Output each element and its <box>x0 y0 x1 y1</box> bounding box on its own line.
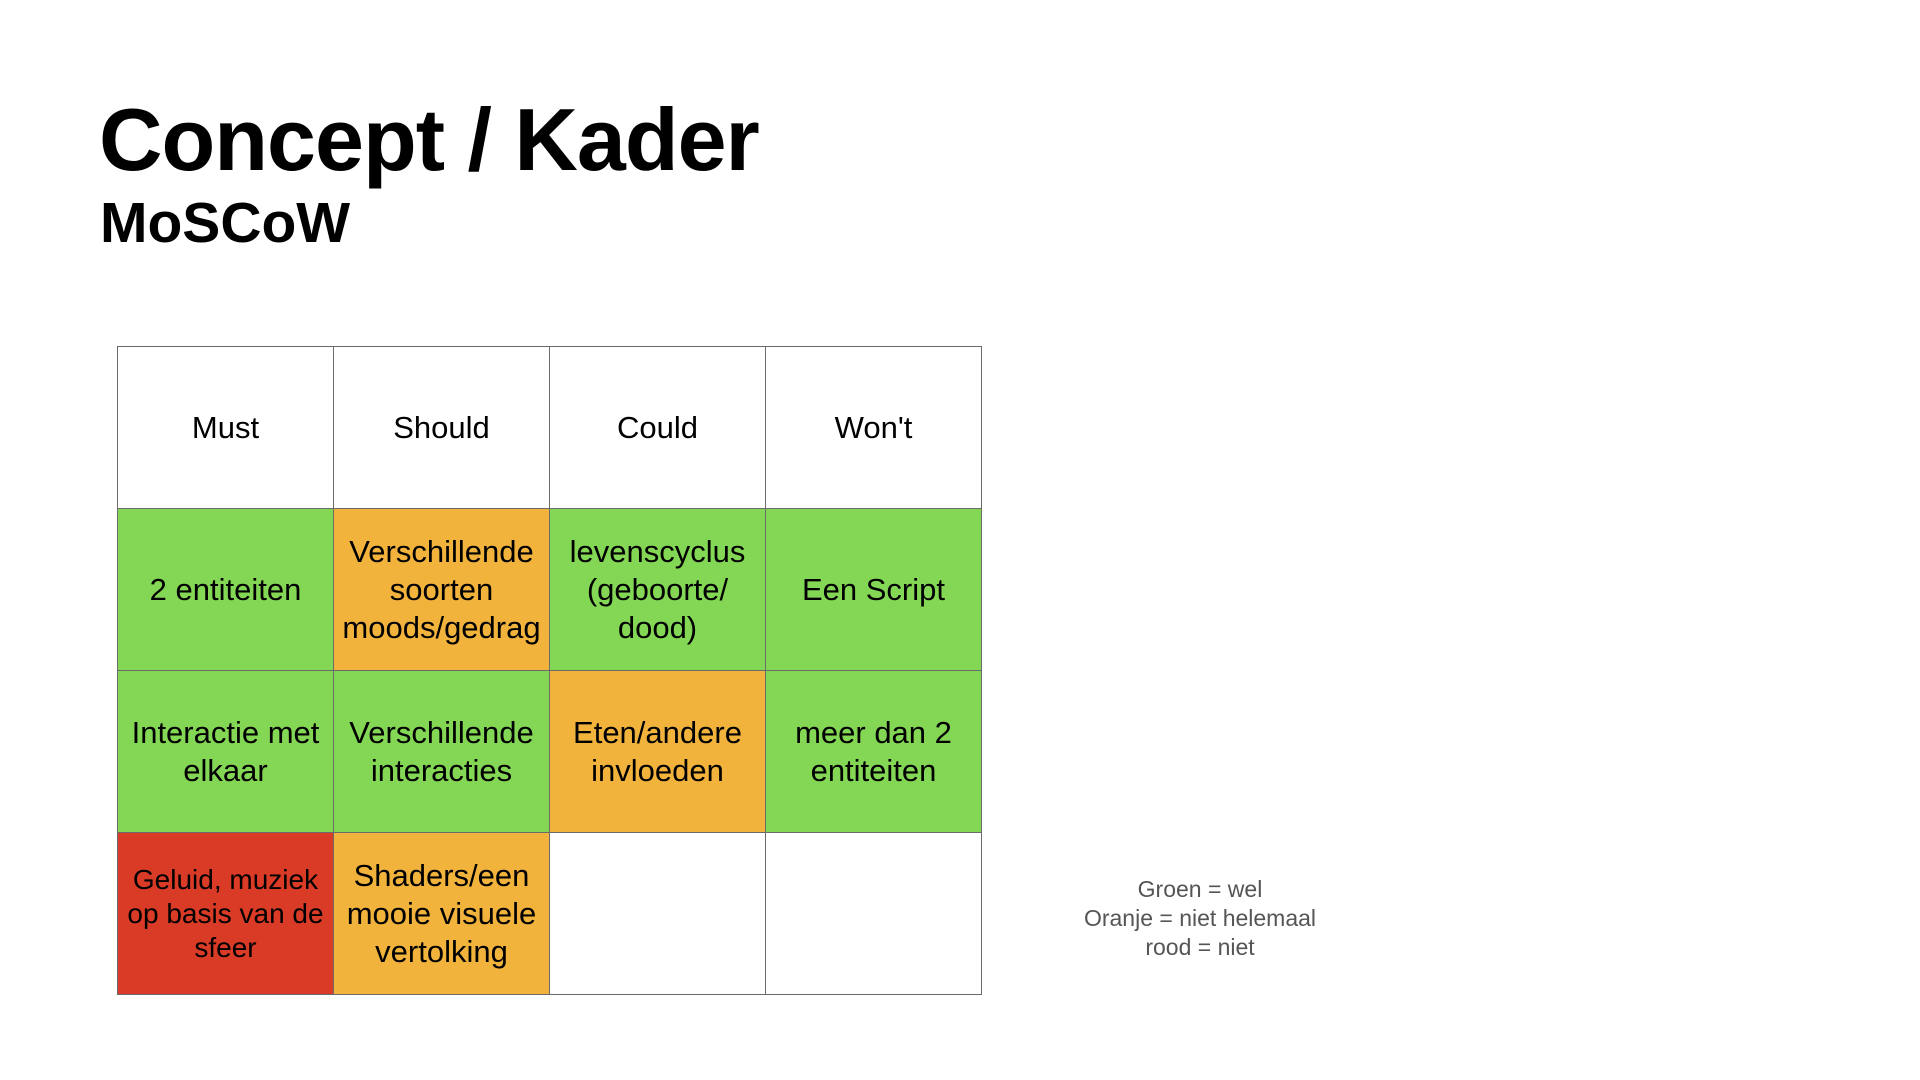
table-row <box>118 509 982 671</box>
slide-title: Concept / Kader <box>99 90 759 189</box>
cell-could-1: levenscyclus (geboorte/ dood) <box>550 509 766 671</box>
moscow-table <box>117 346 982 995</box>
header-could: Could <box>550 347 766 509</box>
header-must: Must <box>118 347 334 509</box>
header-wont: Won't <box>766 347 982 509</box>
cell-wont-3 <box>766 833 982 995</box>
cell-should-3: Shaders/een mooie visuele vertolking <box>334 833 550 995</box>
cell-must-2: Interactie met elkaar <box>118 671 334 833</box>
cell-could-2: Eten/andere invloeden <box>550 671 766 833</box>
color-legend <box>1035 875 1365 962</box>
legend-orange: Oranje = niet helemaal <box>1083 905 1317 931</box>
cell-must-1: 2 entiteiten <box>118 509 334 671</box>
table-row <box>118 833 982 995</box>
cell-should-1: Verschillende soorten moods/gedrag <box>334 509 550 671</box>
cell-must-3: Geluid, muziek op basis van de sfeer <box>118 833 334 995</box>
cell-should-2: Verschillende interacties <box>334 671 550 833</box>
slide-subtitle: MoSCoW <box>100 191 351 255</box>
legend-red: rood = niet <box>1145 934 1255 960</box>
cell-wont-1: Een Script <box>766 509 982 671</box>
cell-wont-2: meer dan 2 entiteiten <box>766 671 982 833</box>
cell-could-3 <box>550 833 766 995</box>
table-header-row <box>118 347 982 509</box>
legend-green: Groen = wel <box>1137 876 1263 902</box>
header-should: Should <box>334 347 550 509</box>
table-row <box>118 671 982 833</box>
